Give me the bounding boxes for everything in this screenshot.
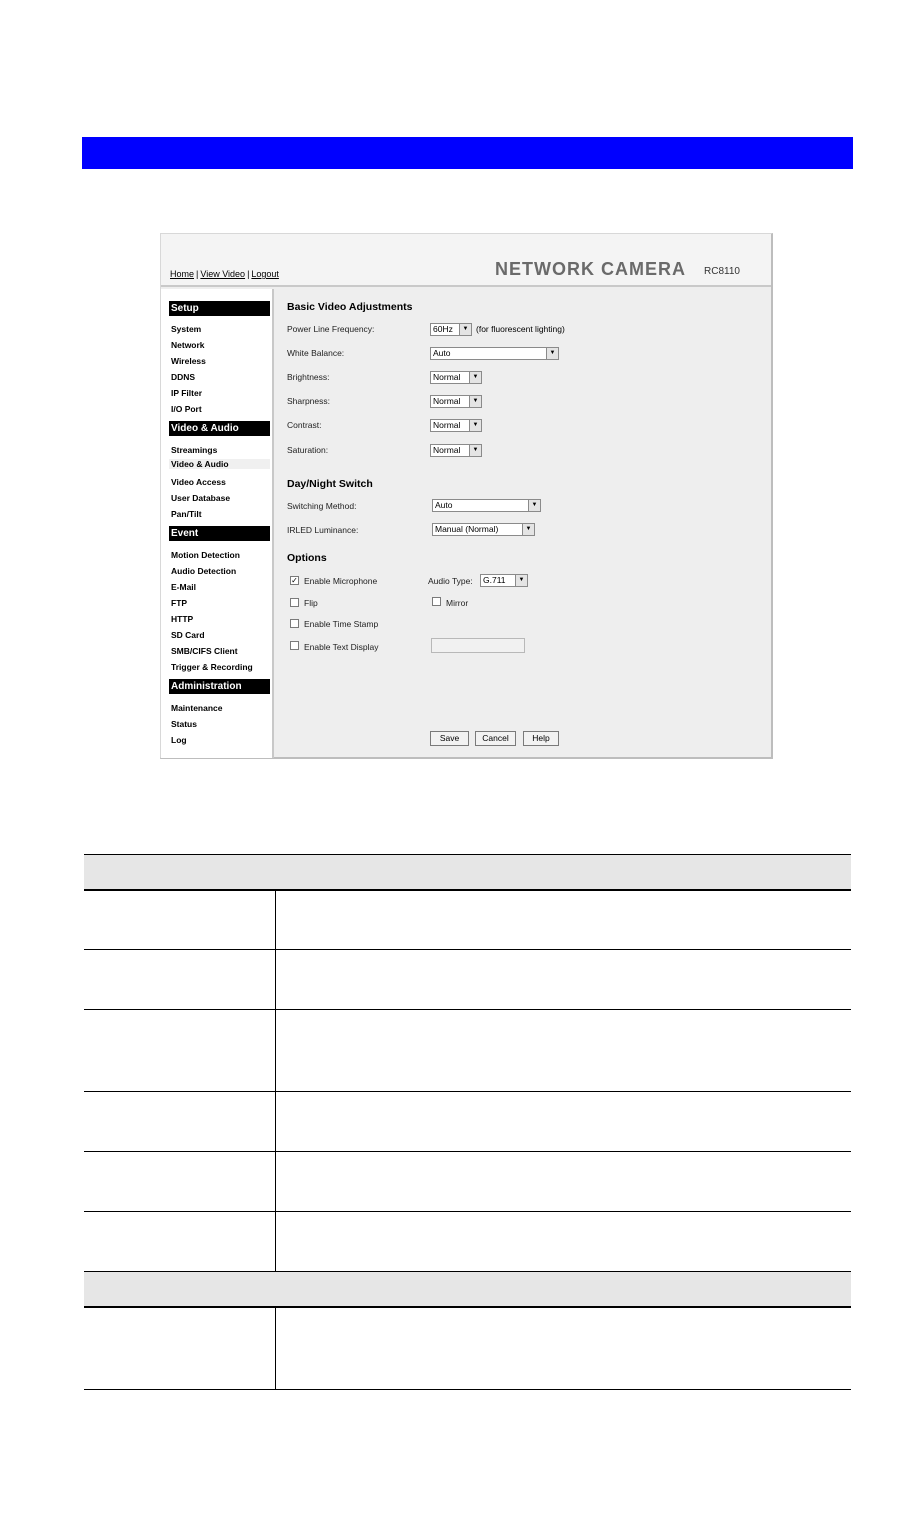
model-number: RC8110 — [704, 266, 740, 277]
sidebar-heading-administration: Administration — [169, 679, 270, 694]
cancel-button[interactable]: Cancel — [475, 731, 516, 746]
sidebar-item-user-database[interactable]: User Database — [171, 493, 231, 503]
camera-settings-screenshot — [160, 233, 773, 759]
contrast-select[interactable] — [430, 419, 482, 432]
sidebar-item-audio-detection[interactable]: Audio Detection — [171, 566, 237, 576]
chevron-down-icon: ▼ — [522, 524, 534, 535]
table-row — [84, 1308, 851, 1390]
time-stamp-label: Enable Time Stamp — [304, 619, 379, 629]
sidebar-item-log[interactable]: Log — [171, 735, 187, 745]
chevron-down-icon: ▼ — [459, 324, 471, 335]
camera-header — [161, 234, 771, 287]
switching-method-value: Auto — [435, 500, 453, 510]
sidebar-item-ddns[interactable]: DDNS — [171, 372, 196, 382]
table-row — [84, 1010, 851, 1092]
irled-value: Manual (Normal) — [435, 524, 499, 534]
sidebar-item-email[interactable]: E-Mail — [171, 582, 197, 592]
white-balance-label: White Balance: — [287, 348, 345, 358]
table-row — [84, 891, 851, 950]
power-line-label: Power Line Frequency: — [287, 324, 375, 334]
sharpness-label: Sharpness: — [287, 396, 330, 406]
checkmark-icon: ✓ — [291, 576, 298, 585]
audio-type-select[interactable] — [480, 574, 528, 587]
time-stamp-checkbox[interactable] — [290, 619, 299, 628]
logout-link[interactable]: Logout — [251, 269, 279, 279]
chapter-header-bar — [82, 137, 853, 169]
save-button[interactable]: Save — [430, 731, 469, 746]
flip-checkbox[interactable] — [290, 598, 299, 607]
sidebar-item-wireless[interactable]: Wireless — [171, 356, 206, 366]
saturation-label: Saturation: — [287, 445, 329, 455]
brightness-value: Normal — [433, 372, 461, 382]
sidebar-item-status[interactable]: Status — [171, 719, 197, 729]
help-button[interactable]: Help — [523, 731, 559, 746]
mirror-checkbox[interactable] — [432, 597, 441, 606]
table-section-header — [84, 1271, 851, 1308]
saturation-select[interactable] — [430, 444, 482, 457]
power-line-note: (for fluorescent lighting) — [476, 324, 565, 334]
chevron-down-icon: ▼ — [469, 372, 481, 383]
basic-video-title: Basic Video Adjustments — [287, 301, 413, 313]
switching-method-select[interactable] — [432, 499, 541, 512]
table-row — [84, 1212, 851, 1271]
sidebar-item-maintenance[interactable]: Maintenance — [171, 703, 223, 713]
text-display-checkbox[interactable] — [290, 641, 299, 650]
sidebar-item-network[interactable]: Network — [171, 340, 205, 350]
chevron-down-icon: ▼ — [469, 396, 481, 407]
table-row — [84, 950, 851, 1010]
chevron-down-icon: ▼ — [528, 500, 540, 511]
sidebar-item-system[interactable]: System — [171, 324, 202, 334]
text-display-label: Enable Text Display — [304, 642, 379, 652]
sidebar-heading-setup: Setup — [169, 301, 270, 316]
microphone-label: Enable Microphone — [304, 576, 378, 586]
irled-label: IRLED Luminance: — [287, 525, 359, 535]
view-video-link[interactable]: View Video — [200, 269, 246, 279]
white-balance-select[interactable] — [430, 347, 559, 360]
sidebar-item-http[interactable]: HTTP — [171, 614, 194, 624]
power-line-value: 60Hz — [433, 324, 453, 334]
mirror-label: Mirror — [446, 598, 469, 608]
sidebar-heading-event: Event — [169, 526, 270, 541]
sidebar — [161, 289, 274, 758]
sharpness-value: Normal — [433, 396, 461, 406]
sidebar-item-trigger-recording[interactable]: Trigger & Recording — [171, 662, 253, 672]
table-row — [84, 1092, 851, 1152]
audio-type-label: Audio Type: — [428, 576, 473, 586]
power-line-select[interactable] — [430, 323, 472, 336]
text-display-input[interactable] — [431, 638, 525, 653]
flip-label: Flip — [304, 598, 318, 608]
sidebar-item-ftp[interactable]: FTP — [171, 598, 188, 608]
sidebar-item-pan-tilt[interactable]: Pan/Tilt — [171, 509, 202, 519]
home-link[interactable]: Home — [170, 269, 195, 279]
top-links — [170, 269, 279, 279]
microphone-checkbox[interactable] — [290, 576, 299, 585]
sidebar-item-smb-cifs-client[interactable]: SMB/CIFS Client — [171, 646, 238, 656]
sidebar-item-io-port[interactable]: I/O Port — [171, 404, 202, 414]
sidebar-item-motion-detection[interactable]: Motion Detection — [171, 550, 240, 560]
brightness-label: Brightness: — [287, 372, 330, 382]
irled-select[interactable] — [432, 523, 535, 536]
saturation-value: Normal — [433, 445, 461, 455]
contrast-value: Normal — [433, 420, 461, 430]
switching-method-label: Switching Method: — [287, 501, 357, 511]
contrast-label: Contrast: — [287, 420, 322, 430]
options-title: Options — [287, 552, 327, 564]
chevron-down-icon: ▼ — [469, 445, 481, 456]
chevron-down-icon: ▼ — [469, 420, 481, 431]
sharpness-select[interactable] — [430, 395, 482, 408]
white-balance-value: Auto — [433, 348, 451, 358]
sidebar-item-streamings[interactable]: Streamings — [171, 445, 218, 455]
sidebar-item-sd-card[interactable]: SD Card — [171, 630, 205, 640]
sidebar-item-ip-filter[interactable]: IP Filter — [171, 388, 203, 398]
brightness-select[interactable] — [430, 371, 482, 384]
link-separator: | — [247, 269, 250, 279]
table-row — [84, 1152, 851, 1212]
chevron-down-icon: ▼ — [515, 575, 527, 586]
table-section-header — [84, 854, 851, 891]
link-separator: | — [196, 269, 199, 279]
audio-type-value: G.711 — [483, 575, 506, 585]
sidebar-heading-video-audio: Video & Audio — [169, 421, 270, 436]
sidebar-item-video-access[interactable]: Video Access — [171, 477, 226, 487]
sidebar-item-video-audio[interactable]: Video & Audio — [169, 459, 270, 469]
product-name: NETWORK CAMERA — [495, 259, 686, 279]
chevron-down-icon: ▼ — [546, 348, 558, 359]
day-night-title: Day/Night Switch — [287, 478, 373, 490]
